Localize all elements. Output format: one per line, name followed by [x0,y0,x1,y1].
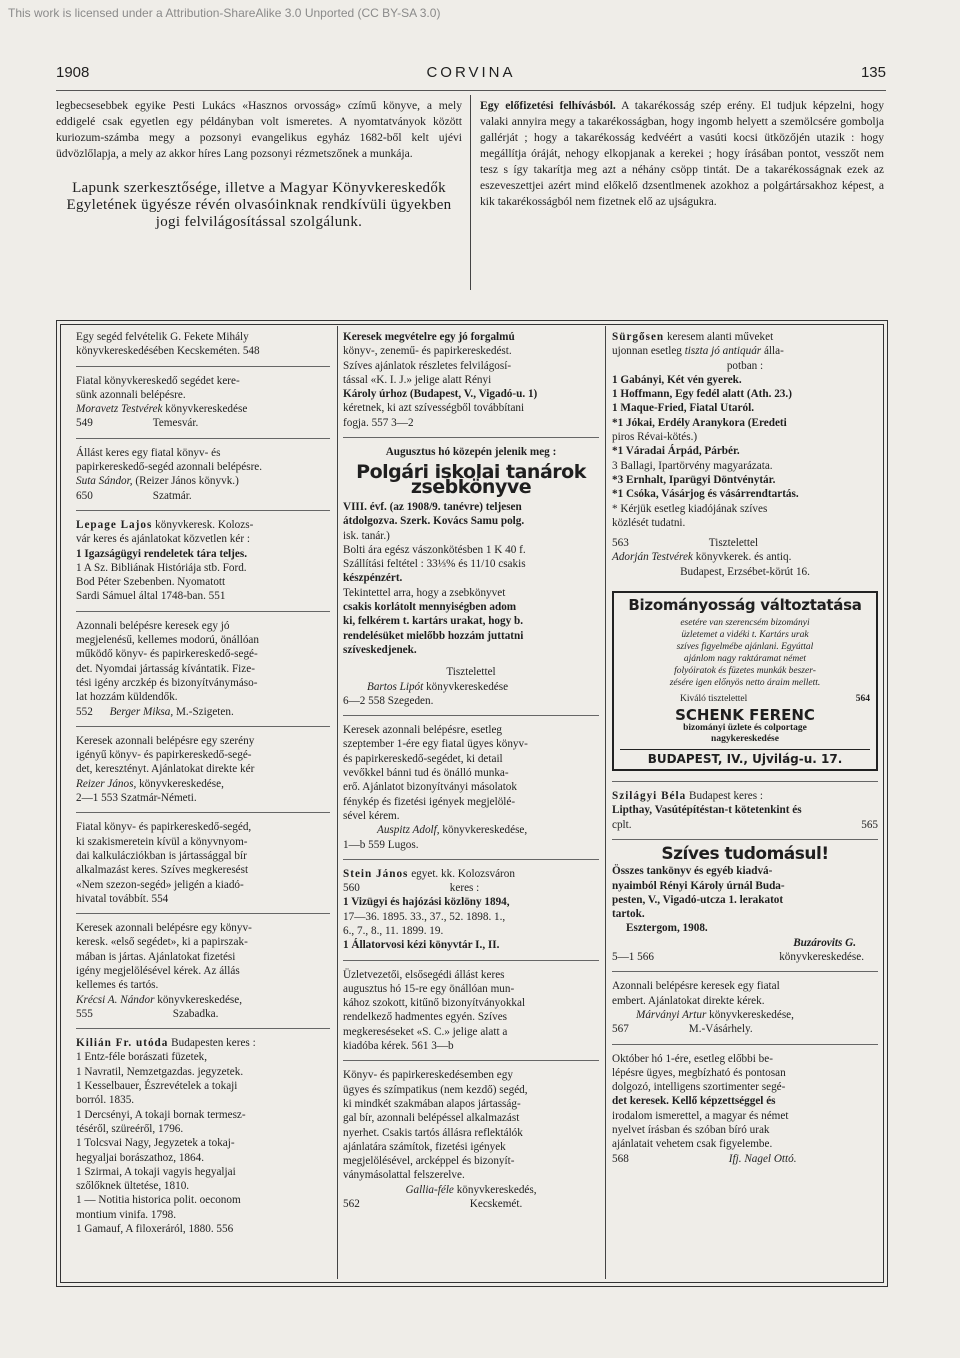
stamp-address: BUDAPEST, IV., Ujvilág-u. 17. [620,749,870,765]
ad-company: Szilágyi Béla [612,790,687,803]
stamp-line: zésére igen előnyös netto áraim mellett. [669,678,821,689]
ad-line: rendelkező hadmentes egyén. Szíves [343,1011,508,1024]
ad-line: 1 Gabányi, Két vén gyerek. [612,373,742,386]
stamp-heading: Bizományosság változtatása [628,596,862,615]
ad-number: 565 [861,818,878,831]
ad-548 [76,330,330,359]
ad-city: Temesvár. [152,417,199,430]
ad-signature: Krécsi A. Nándor [76,993,155,1006]
ad-line: papirkereskedő-segéd azonnali belépésre. [76,461,263,474]
ad-signature: Bartos Lipót [367,680,424,693]
ad-line: embert. Ajánlatokat direkte kérek. [612,994,765,1007]
ad-line: Keresek azonnali belépésre egy könyv- [76,922,252,935]
ad-big-title: Szíves tudomásul! [661,843,829,864]
ad-line: Összes tankönyv és egyéb kiadvá- [612,865,773,878]
ad-line: és papirkereskedő-segédet, ki detail [343,752,503,765]
ad-line: VIII. évf. (az 1908/9. tanévre) teljesen [343,500,522,513]
ad-line: 3 Ballagi, Ipartörvény magyarázata. [612,459,773,472]
ad-line: ujonnan esetleg [612,345,685,358]
ad-line: ki, felkérem t. kartárs urakat, hogy b. [343,615,524,628]
ad-566 [612,843,878,964]
ad-line: 6—2 558 Szegeden. [343,694,434,707]
ad-line: borról. 1835. [76,1094,135,1107]
ad-line: Sardi Sámuel által 1748-ban. 551 [76,590,226,603]
ad-city: Szatmár. [152,489,192,502]
ad-number: 560 [343,882,360,895]
article-left [56,98,462,231]
ad-line: könyvkereskedése, [154,993,243,1006]
ad-line: Azonnali belépésre keresek egy jó [76,619,230,632]
ad-line: det, keresztényt. Ajánlatokat direkte kér [76,763,255,776]
ad-city: M.-Szigeten. [173,705,234,718]
ad-line: keres : [449,882,480,895]
ad-line: Budapesten keres : [168,1037,256,1050]
ad-line: nyelvet írásban és szóban bíró urak [612,1123,770,1136]
ad-company: Kilián Fr. utóda [76,1037,169,1050]
ad-line: Lipthay, Vasútépítéstan-t kötetenkint és [612,804,802,817]
ad-address: Budapest, Erzsébet-körút 16. [680,565,810,578]
ad-line: det keresek. Kellő képzettséggel és [612,1095,776,1108]
ad-line: isk. tanár.) [343,529,390,542]
article-right [480,98,884,210]
ad-line: 1 — Notitia historica polit. oeconom [76,1194,241,1207]
ad-signature: Ifj. Nagel Ottó. [728,1152,797,1165]
ad-line: «Nem szezon-segéd» jeligén a kiadó- [76,878,244,891]
ad-line: (Reizer János könyvk.) [132,475,239,488]
ad-line: 1 Kesselbauer, Észrevételek a tokaji [76,1080,238,1093]
ad-line: 1 Gamauf, A filoxeráról, 1880. 556 [76,1223,234,1236]
ad-line: *1 Csóka, Vásárjog és vásárrendtartás. [612,488,799,501]
ad-greeting: Tisztelettel [446,666,496,679]
ad-number: 563 [612,537,629,550]
ad-line: megjelenésű, kellemes modorú, önállóan [76,634,259,647]
ad-line: hivatal továbbít. 554 [76,892,169,905]
ad-line: könyvkereskedése, [439,824,528,837]
ad-greeting: Tisztelettel [708,537,759,550]
ad-line: augusztus hó 15-re egy önállóan mun- [343,982,515,995]
ad-line: fénykép és fizetési igények megjelölé- [343,795,516,808]
ad-line: piros Révai-kötés.) [612,431,698,444]
ad-line: Tekintettel arra, hogy a zsebkönyvet [343,586,506,599]
ad-line: hegyaljai borászathoz, 1864. [76,1151,204,1164]
ad-line: igényű könyv- és papirkereskedő-segé- [76,749,252,762]
ad-549 [76,374,330,431]
ad-line: mában is jártas. Ajánlatokat fizetési [76,950,236,963]
ad-line: kellemes és tartós. [76,979,159,992]
ad-line: dai kalkulácziókban is jártassággal bír [76,849,247,862]
ad-line: keresk. «első segédet», ki a papirszak- [76,936,248,949]
ad-company: Lepage Lajos [76,518,153,531]
header-rule [56,90,886,91]
ad-signature: Buzárovits G. [793,936,856,949]
ad-line: potban : [726,359,764,372]
ad-line: 1 Navratil, Nemzetgazdas. jegyzetek. [76,1065,244,1078]
ad-line: 1 Szirmai, A tokaji vagyis hegyaljai [76,1165,236,1178]
ad-line: Állást keres egy fiatal könyv- és [76,446,221,459]
ad-line: * Kérjük esetleg kiadójának szíves [612,502,768,515]
ad-line: 1 Hoffmann, Egy fedél alatt (Ath. 23.) [612,388,792,401]
ads-column-2 [343,330,599,1211]
ad-company: Stein János [343,867,409,880]
ad-line: könyvkereskedése, [706,1008,794,1021]
ad-line: 1 Igazságügyi rendeletek tára teljes. [76,547,247,560]
ad-line: Szíves ajánlatok részletes felvilágosí- [343,359,512,372]
ad-line: Budapest keres : [686,790,763,803]
ad-line: Fiatal könyvkereskedő segédet kere- [76,374,240,387]
ad-signature: Adorján Testvérek [612,551,693,564]
ads-column-3 [612,330,878,1166]
ad-551 [76,518,330,604]
page-header [56,64,886,84]
ad-signature: Reizer János, [76,777,137,790]
ads-divider-2 [605,326,606,1279]
ad-line: Szállítási feltétel : 33⅓% és 11/10 csakis [343,558,526,571]
ad-line: megkereséseket «S. C.» jeligе alatt a [343,1025,508,1038]
ad-city: Kecskemét. [469,1198,523,1211]
ad-line: Károly úrhoz (Budapest, V., Vigadó-u. 1) [343,388,538,401]
ad-line: pesten, V., Vigadó-utcza 1. lerakatot [612,893,784,906]
ad-line: 2—1 553 Szatmár-Németi. [76,792,197,805]
ad-line: 17—36. 1895. 33., 37., 52. 1898. 1., [343,910,506,923]
ad-556 [76,1036,330,1236]
ad-line: Keresek azonnali belépésre egy szerény [76,734,255,747]
ad-city: M.-Vásárhely. [688,1023,753,1036]
ad-line: Egy segéd felvételik G. Fekete Mihály [76,331,249,343]
ad-line: Keresek azonnali belépésre, esetleg [343,724,503,737]
ad-line: könyvkerek. és antiq. [692,551,792,564]
article-right-title: Egy előfizetési felhívásból. [480,99,616,112]
ad-line: átdolgozva. Szerk. Kovács Samu polg. [343,515,525,528]
stamp-line: esetére van szerencsém bizományi [680,618,810,629]
ad-line: kéretnek, ki azt szívességből továbbítani [343,402,525,415]
ad-567 [612,979,878,1036]
ad-line: dolgozó, intelligens szortimenter segé- [612,1081,786,1094]
ad-550 [76,446,330,503]
license-watermark: This work is licensed under a Attribution-ShareAlike 3.0 Unported (CC BY-SA 3.0) [8,6,441,20]
stamp-line: nagykereskedése [711,734,779,745]
ad-number: 555 [76,1007,93,1020]
ad-line: lépésre ügyes, megbízható és pontosan [612,1066,786,1079]
ad-558 [343,445,599,708]
article-right-text [480,98,884,210]
ad-line: közlését tudatni. [612,516,686,529]
ad-559 [343,723,599,852]
ad-signature: Suta Sándor, [76,475,133,488]
ad-number: 562 [343,1198,360,1211]
ad-line: ványmásolattal felszerelve. [343,1169,465,1182]
ad-line: könyvkereskedése [423,680,509,693]
ad-557 [343,330,599,430]
ad-line: *1 Váradai Árpád, Párbér. [612,445,740,458]
stamp-line: üzletemet a vidéki t. Kartárs urak [681,630,809,641]
ad-line: Bolti ára egész vászonkötésben 1 K 40 f. [343,543,526,556]
ad-line: Keresek megvételre egy jó forgalmú [343,331,515,343]
ad-signature: Márványi Artur [636,1008,707,1021]
ad-heading: Augusztus hó közepén jelenik meg : [385,446,557,459]
ad-line: rendelésüket mielőbb hozzám juttatni [343,629,524,642]
header-title: CORVINA [426,64,516,81]
stamp-line: bizományi üzlete és colportage [683,723,807,734]
stamp-greeting: Kiváló tisztelettel [680,694,748,705]
ad-line: álla- [761,345,784,358]
ad-line: nyerhet. Csakis tartós állásra reflektálók [343,1126,523,1139]
ad-561 [343,968,599,1054]
ad-line: egyet. kk. Kolozsváron [408,867,515,880]
ad-line: tési igény arczkép és bizonyítványmáso- [76,676,258,689]
ad-number: 5—1 566 [612,951,654,964]
ad-line: könyvkereskedése [162,403,248,416]
ad-line: könyvkereskedésében Kecskeméten. 548 [76,345,260,358]
ad-number: 549 [76,417,93,430]
ad-line: csakis korlátolt mennyiségben adom [343,601,517,614]
ad-line: lat hozzám küldendők. [76,691,178,704]
ad-line: Azonnali belépésre keresek egy fiatal [612,980,780,993]
ad-line: *3 Ernhalt, Iparügyi Döntvénytár. [612,473,776,486]
ad-line: ajánlatára számítok, fizetési igények [343,1140,506,1153]
ad-line: kiadóba kérek. 561 3—b [343,1040,454,1053]
ad-line: gal bír, azonnali belépéssel alkalmazást [343,1112,520,1125]
ad-line: cplt. [612,818,632,831]
article-text: legbecsesebbek egyike Pesti Lukács «Hasznos orvosság» czímű könyve, a mely eddigelé csak egyetlen egy példányban volt ismeretes. A nyomtatványok között kuriozum-számba megy a pozsonyi evangelikus egyház 1682-ből kelt ujévi üdvözlőlapja, a mely az akkor híres Lang pozsonyi rézmetszőnek a munkája. [56,99,462,160]
ad-line: működő könyv- és papirkereskedő-segé- [76,648,258,661]
ad-number: 552 [76,705,93,718]
ad-line: ki mindkét szakmában alapos jártasság- [343,1097,521,1110]
editorial-notice: Lapunk szerkesztősége, illetve a Magyar Könyvkereskedők Egyletének ügyésze révén olvasóinknak rendkívüli ügyekben jogi felvilágosítással szolgálunk. [66,180,452,230]
ad-line: szíveskedjenek. [343,643,417,656]
stamp-line: folyóiratok és füzetes munkák beszer- [674,666,816,677]
ad-line: irodalom ismerettel, a magyar és német [612,1109,789,1122]
ad-number: 568 [612,1152,629,1165]
ad-line: ügyes és szímpatikus (nem kezdő) segéd, [343,1083,528,1096]
ad-signature: Auspitz Adolf, [377,824,440,837]
ad-line: téséről, szüreéről, 1796. [76,1122,184,1135]
ad-line: Könyv- és papirkereskedésemben egy [343,1069,513,1082]
ad-line: 1 Maque-Fried, Fiatal Utaról. [612,402,754,415]
ad-line: igény megjelölésével kérek. Az állás [76,964,240,977]
ad-signature: Gallia-féle [405,1183,454,1196]
ad-line: 1 Állatorvosi kézi könyvtár I., II. [343,939,500,952]
article-right-body: A takarékosság szép erény. El tudjuk képzelni, hogy valaki annyira megy a takarékosságban, hogy ingomb helyett a szemölcsére gombolja gallérját ; hogy a takarékosság kedvéért a vasúti kocsi ütközőjén utazik : hogy megállítja óráját, nehogy elkopjanak a kerekei ; hogy írásában pontot, vesszőt nem tesz s így takarítja meg azt a néhány csöpp tintát. De a takarékosságnak ezek az eszeveszettjei azért mind előkelő dzsentlmenek azokhoz a polgártársakhoz képest, a kik takarékosságból nem fizetnek elő az ujságukra. [480,99,884,208]
ad-line: tartok. [612,908,645,921]
ad-line: Üzletvezetői, elsősegédi állást keres [343,968,505,981]
ad-line: könyv-, zenemű- és papirkereskedést. [343,345,512,358]
ad-line: szőlőknek ültetése, 1810. [76,1180,190,1193]
ad-line: 1 A Sz. Bibliának Históriája stb. Ford. [76,561,247,574]
ad-563 [612,330,878,579]
ad-line: könyvkereskedése. [779,951,864,964]
ad-line: vár keres és ajánlatokat közvetlen kér : [76,533,250,546]
ad-line: vevőkkel bánni tud és önálló munka- [343,767,509,780]
ad-signature: Berger Miksa, [109,705,174,718]
page-number: 135 [860,64,886,81]
ad-line: 1 Vizügyi és hajózási közlöny 1894, [343,896,510,909]
stamp-line: ajánlom nagy raktáramat német [683,654,807,665]
ads-divider-1 [337,326,338,1279]
ad-565 [612,789,878,832]
ads-column-1 [76,330,330,1236]
ad-line: könyvkereskedése, [136,777,224,790]
ad-line: 6., 7., 8., 11. 1899. 19. [343,924,444,937]
ad-heading: Sürgősen [612,331,665,343]
ad-line: könyvkeresk. Kolozs- [152,518,254,531]
header-year: 1908 [56,64,90,81]
ad-line: *1 Jókai, Erdély Aranykora (Eredeti [612,416,787,429]
ad-line: 1 Tolcsvai Nagy, Jegyzetek a tokaj- [76,1137,235,1150]
ad-city: Szabadka. [172,1007,219,1020]
ad-line: Fiatal könyv- és papirkereskedő-segéd, [76,821,252,834]
stamp-line: szíves figyelmébe ajánlani. Egyúttal [676,642,814,653]
ad-line: keresem alanti műveket [664,331,774,343]
ad-line: det. Nyomdai jártasság kívántatik. Fize- [76,662,255,675]
ad-line: fogja. 557 3—2 [343,416,414,429]
ad-568 [612,1052,878,1166]
ad-line: tással «K. I. J.» jeligе alatt Rényi [343,373,492,386]
ad-line: könyvkereskedés, [453,1183,537,1196]
ad-line: 1 Dercsényi, A tokaji bornak termesz- [76,1108,246,1121]
ad-number: 650 [76,489,93,502]
ad-date: Esztergom, 1908. [626,922,708,935]
ad-line: Október hó 1-ére, esetleg előbbi be- [612,1052,773,1065]
ad-line: ki szakismeretein kívül a könyvnyom- [76,835,248,848]
ad-562 [343,1068,599,1211]
ad-564-box [612,591,878,771]
ad-line: készpénzért. [343,572,403,585]
ad-line: 1 Entz-féle borászati füzetek, [76,1051,208,1064]
ad-555 [76,921,330,1021]
ad-560 [343,867,599,953]
ad-line: kához szokott, kitűnő bizonyítványokkal [343,997,526,1010]
ad-line: sünk azonnali belépésre. [76,388,186,401]
ad-line: szeptember 1-ére egy fiatal ügyes könyv- [343,738,528,751]
ad-line: alkalmazást keres. Szíves megkeresést [76,864,249,877]
ad-line: sével kérem. [343,809,400,822]
ad-number: 567 [612,1023,629,1036]
ad-big-title: Polgári iskolai tanárok zsebkönyve [356,461,586,498]
ad-line: tiszta jó antiquár [684,345,762,358]
ad-554 [76,820,330,906]
ad-line: Bod Péter Szebenben. Nyomatott [76,576,226,589]
ad-553 [76,734,330,805]
ad-line: erő. Ajánlatot bizonyítványi másolatok [343,781,517,794]
ad-number: 564 [855,694,870,705]
column-divider [470,95,471,290]
ad-signature: Moravetz Testvérek [76,403,163,416]
stamp-company: SCHENK FERENC [675,706,815,725]
ad-line: 1—b 559 Lugos. [343,838,419,851]
ad-line: ajánlatait vehetem csak figyelembe. [612,1138,773,1151]
ad-552 [76,619,330,719]
ad-line: montium vinifa. 1798. [76,1208,177,1221]
ad-line: megjelölésével, arcképpel és bizonyít- [343,1155,515,1168]
ad-line: nyaimból Rényi Károly úrnál Buda- [612,879,785,892]
